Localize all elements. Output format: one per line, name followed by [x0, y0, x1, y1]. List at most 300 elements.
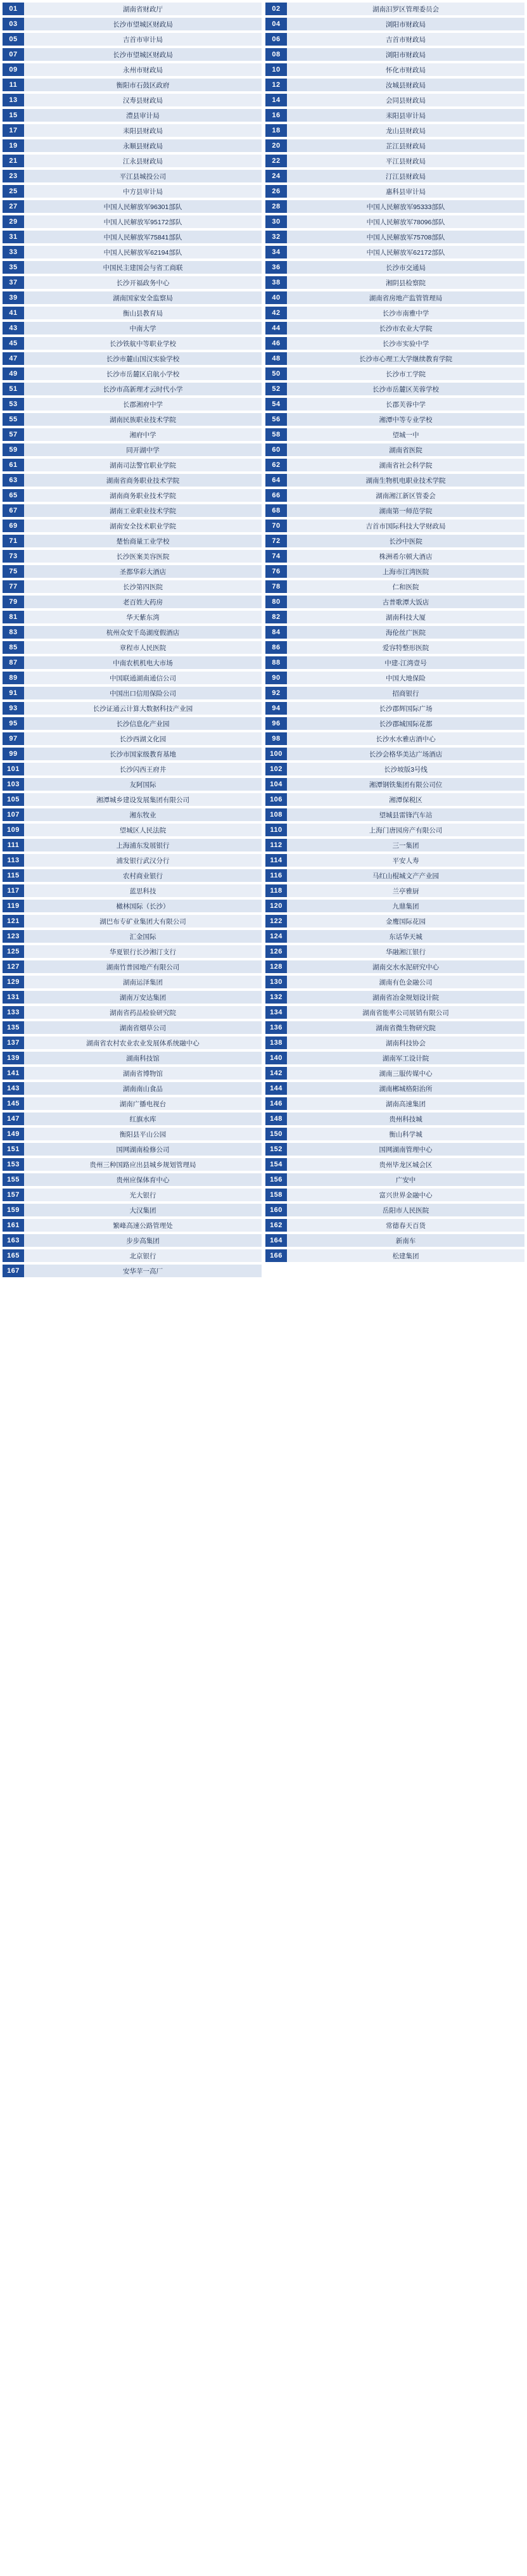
list-item[interactable] — [3, 1173, 262, 1186]
list-item[interactable] — [3, 778, 262, 791]
list-item[interactable] — [3, 1052, 262, 1064]
list-item[interactable] — [265, 1067, 524, 1080]
list-item[interactable] — [265, 276, 524, 289]
list-item-number: 145 — [3, 1097, 24, 1110]
list-item-number: 137 — [3, 1036, 24, 1049]
list-item-label: 湖南省烟草公司 — [24, 1021, 262, 1034]
list-item-label: 三一集团 — [287, 839, 524, 851]
list-item-label: 上海市江湾医院 — [287, 565, 524, 578]
list-item-number: 21 — [3, 155, 24, 167]
list-item-label: 澧县审计局 — [24, 109, 262, 122]
list-item[interactable] — [3, 915, 262, 928]
list-item-number: 80 — [265, 596, 287, 608]
list-item-number: 100 — [265, 748, 287, 760]
list-item[interactable] — [265, 991, 524, 1004]
list-item[interactable] — [265, 1052, 524, 1064]
list-item[interactable] — [3, 139, 262, 152]
list-item-label: 安华苹一高厂 — [24, 1265, 262, 1277]
list-item[interactable] — [3, 1143, 262, 1156]
list-item-label: 长沙市国家级教育基地 — [24, 748, 262, 760]
list-item[interactable] — [3, 748, 262, 760]
list-item[interactable] — [265, 900, 524, 912]
list-item-number: 22 — [265, 155, 287, 167]
list-item[interactable] — [3, 109, 262, 122]
list-item-number: 127 — [3, 960, 24, 973]
list-item-label: 兰亭雅厨 — [287, 884, 524, 897]
list-item-placeholder — [265, 1265, 524, 1277]
list-item-label: 北京银行 — [24, 1249, 262, 1262]
list-item[interactable] — [3, 33, 262, 46]
list-item[interactable] — [265, 550, 524, 563]
list-item[interactable] — [265, 565, 524, 578]
list-item-label: 浦发银行武汉分行 — [24, 854, 262, 867]
list-item[interactable] — [265, 246, 524, 258]
list-item[interactable] — [265, 702, 524, 715]
list-item[interactable] — [265, 945, 524, 958]
list-item-label: 长沙信息化产业园 — [24, 717, 262, 730]
list-item[interactable] — [3, 550, 262, 563]
list-item[interactable] — [265, 687, 524, 699]
list-item-label: 常德春天百货 — [287, 1219, 524, 1232]
list-item[interactable] — [265, 33, 524, 46]
list-item-label: 湖南军工设计院 — [287, 1052, 524, 1064]
list-item-label: 湖南生物机电职业技术学院 — [287, 474, 524, 487]
list-item[interactable] — [265, 443, 524, 456]
list-item-label: 吉首市财政局 — [287, 33, 524, 46]
list-item[interactable] — [3, 337, 262, 350]
list-item-label: 金鹰国际花园 — [287, 915, 524, 928]
list-item[interactable] — [265, 383, 524, 395]
list-item[interactable] — [265, 808, 524, 821]
list-item[interactable] — [265, 170, 524, 182]
list-item[interactable] — [265, 1036, 524, 1049]
list-item[interactable] — [3, 124, 262, 137]
list-item[interactable] — [265, 185, 524, 198]
list-item[interactable] — [3, 1097, 262, 1110]
list-item-label: 中国大地保险 — [287, 672, 524, 684]
list-item-number: 47 — [3, 352, 24, 365]
list-item[interactable] — [3, 1128, 262, 1140]
list-item-label: 九鼎集团 — [287, 900, 524, 912]
list-item[interactable] — [3, 763, 262, 775]
list-item[interactable] — [3, 231, 262, 243]
list-item-number: 123 — [3, 930, 24, 943]
list-item[interactable] — [3, 3, 262, 15]
list-item-label: 蓝思科技 — [24, 884, 262, 897]
list-item[interactable] — [265, 398, 524, 411]
list-item-label: 中国人民解放军62172部队 — [287, 246, 524, 258]
list-item[interactable] — [3, 48, 262, 61]
list-item-label: 湖南商务职业技术学院 — [24, 489, 262, 502]
list-item-label: 海伦丝广医院 — [287, 626, 524, 639]
list-item-label: 永州市财政局 — [24, 63, 262, 76]
list-item-label: 湖南运泽集团 — [24, 976, 262, 988]
list-item-number: 72 — [265, 535, 287, 547]
list-item[interactable] — [3, 459, 262, 471]
list-item[interactable] — [265, 763, 524, 775]
list-item[interactable] — [265, 155, 524, 167]
list-item[interactable] — [3, 656, 262, 669]
list-item[interactable] — [265, 930, 524, 943]
list-item-number: 162 — [265, 1219, 287, 1232]
list-item[interactable] — [265, 626, 524, 639]
list-item[interactable] — [3, 428, 262, 441]
list-item[interactable] — [3, 580, 262, 593]
list-item[interactable] — [265, 641, 524, 654]
list-item[interactable] — [3, 717, 262, 730]
list-item-number: 129 — [3, 976, 24, 988]
list-item-number: 12 — [265, 79, 287, 91]
list-item-number: 166 — [265, 1249, 287, 1262]
list-item[interactable] — [3, 626, 262, 639]
list-item[interactable] — [3, 398, 262, 411]
list-item[interactable] — [265, 200, 524, 213]
list-item[interactable] — [3, 200, 262, 213]
list-item[interactable] — [3, 1067, 262, 1080]
list-item[interactable] — [265, 474, 524, 487]
list-item-label: 湖南郴城格阳治所 — [287, 1082, 524, 1095]
list-item[interactable] — [265, 1173, 524, 1186]
list-item[interactable] — [265, 854, 524, 867]
list-item-number: 106 — [265, 793, 287, 806]
list-item-number: 49 — [3, 367, 24, 380]
list-item-number: 81 — [3, 611, 24, 623]
list-item[interactable] — [265, 884, 524, 897]
list-item[interactable] — [3, 900, 262, 912]
list-item[interactable] — [265, 596, 524, 608]
list-item[interactable] — [3, 1082, 262, 1095]
list-item[interactable] — [265, 1006, 524, 1019]
list-item-number: 15 — [3, 109, 24, 122]
list-item-label: 广安中 — [287, 1173, 524, 1186]
list-item-number: 74 — [265, 550, 287, 563]
list-item-number: 70 — [265, 520, 287, 532]
list-item[interactable] — [3, 79, 262, 91]
list-item[interactable] — [265, 337, 524, 350]
list-item[interactable] — [3, 1036, 262, 1049]
list-item[interactable] — [265, 413, 524, 426]
list-item[interactable] — [3, 535, 262, 547]
list-item-label: 大汉集团 — [24, 1204, 262, 1216]
list-item[interactable] — [265, 1021, 524, 1034]
list-item-label: 贵州三种国路应出县城乡规划管理局 — [24, 1158, 262, 1171]
list-item[interactable] — [3, 413, 262, 426]
list-item-number: 99 — [3, 748, 24, 760]
list-item[interactable] — [3, 854, 262, 867]
list-item[interactable] — [3, 352, 262, 365]
list-item-number: 76 — [265, 565, 287, 578]
list-item[interactable] — [3, 869, 262, 882]
list-item[interactable] — [265, 428, 524, 441]
list-item-number: 53 — [3, 398, 24, 411]
list-item-label: 湘潭中等专业学校 — [287, 413, 524, 426]
list-item[interactable] — [3, 672, 262, 684]
list-item[interactable] — [3, 960, 262, 973]
list-item-number: 42 — [265, 307, 287, 319]
list-item-label: 湖南有色金融公司 — [287, 976, 524, 988]
list-item[interactable] — [3, 155, 262, 167]
list-item-number: 160 — [265, 1204, 287, 1216]
list-item-number: 38 — [265, 276, 287, 289]
list-item-label: 湖南国家安全监察局 — [24, 291, 262, 304]
list-item-number: 43 — [3, 322, 24, 335]
list-item-label: 长沙市实验中学 — [287, 337, 524, 350]
list-item-label: 湖南省药品检验研究院 — [24, 1006, 262, 1019]
list-item[interactable] — [3, 261, 262, 274]
list-item[interactable] — [3, 367, 262, 380]
list-item[interactable] — [3, 596, 262, 608]
list-item[interactable] — [3, 307, 262, 319]
list-item-number: 55 — [3, 413, 24, 426]
list-item[interactable] — [3, 291, 262, 304]
list-item[interactable] — [3, 185, 262, 198]
list-item[interactable] — [3, 18, 262, 30]
list-item[interactable] — [265, 748, 524, 760]
list-item[interactable] — [265, 291, 524, 304]
list-item-number: 156 — [265, 1173, 287, 1186]
list-item[interactable] — [3, 1006, 262, 1019]
list-item-number: 88 — [265, 656, 287, 669]
list-item[interactable] — [265, 1128, 524, 1140]
list-item-number: 130 — [265, 976, 287, 988]
list-item-label: 长沙郡辉国际广场 — [287, 702, 524, 715]
list-item[interactable] — [265, 1249, 524, 1262]
list-item[interactable] — [265, 1204, 524, 1216]
list-item-label: 长沙坡版3号线 — [287, 763, 524, 775]
list-item-number: 68 — [265, 504, 287, 517]
list-item-label: 长沙铁航中等职业学校 — [24, 337, 262, 350]
list-item-label: 耒阳县审计局 — [287, 109, 524, 122]
list-item-label: 湘东牧业 — [24, 808, 262, 821]
list-item-label: 中南农机机电大市场 — [24, 656, 262, 669]
list-item[interactable] — [265, 839, 524, 851]
list-item-label: 湖南省冶金规划设计院 — [287, 991, 524, 1004]
list-item-number: 33 — [3, 246, 24, 258]
list-item-number: 73 — [3, 550, 24, 563]
list-item[interactable] — [3, 170, 262, 182]
list-item[interactable] — [265, 869, 524, 882]
list-item-label: 吉首市国际科技大学财政局 — [287, 520, 524, 532]
list-item[interactable] — [265, 124, 524, 137]
list-item[interactable] — [3, 322, 262, 335]
list-item[interactable] — [3, 945, 262, 958]
list-item[interactable] — [3, 474, 262, 487]
list-item[interactable] — [265, 1113, 524, 1125]
list-item-number: 56 — [265, 413, 287, 426]
list-item[interactable] — [3, 1158, 262, 1171]
list-item[interactable] — [3, 489, 262, 502]
list-item[interactable] — [265, 48, 524, 61]
list-item-number: 30 — [265, 215, 287, 228]
list-item[interactable] — [3, 63, 262, 76]
list-item-number: 158 — [265, 1189, 287, 1201]
list-item-label: 华夏银行长沙湘汀支行 — [24, 945, 262, 958]
list-item[interactable] — [3, 1113, 262, 1125]
list-item[interactable] — [265, 960, 524, 973]
list-item[interactable] — [3, 976, 262, 988]
list-item-number: 103 — [3, 778, 24, 791]
list-item[interactable] — [3, 1204, 262, 1216]
list-item[interactable] — [265, 611, 524, 623]
list-item[interactable] — [265, 656, 524, 669]
list-item[interactable] — [265, 1082, 524, 1095]
list-item[interactable] — [265, 1189, 524, 1201]
list-item[interactable] — [265, 1234, 524, 1247]
list-item-label: 华天紫东湾 — [24, 611, 262, 623]
list-item[interactable] — [265, 94, 524, 106]
list-item[interactable] — [3, 565, 262, 578]
list-item-label: 长沙市望城区财政局 — [24, 18, 262, 30]
list-item[interactable] — [3, 443, 262, 456]
list-item-label: 长沙市岳麓区芙蓉学校 — [287, 383, 524, 395]
list-item-number: 153 — [3, 1158, 24, 1171]
list-item-label: 湖南省房地产监管管理局 — [287, 291, 524, 304]
list-item[interactable] — [265, 1219, 524, 1232]
list-item-number: 118 — [265, 884, 287, 897]
list-item[interactable] — [265, 367, 524, 380]
list-item[interactable] — [265, 79, 524, 91]
list-item-number: 14 — [265, 94, 287, 106]
list-item-number: 152 — [265, 1143, 287, 1156]
list-item[interactable] — [3, 94, 262, 106]
list-item-label: 湘潭保税区 — [287, 793, 524, 806]
list-item[interactable] — [265, 139, 524, 152]
list-item-label: 长沙市心理工大学继续教育学院 — [287, 352, 524, 365]
list-item-number: 140 — [265, 1052, 287, 1064]
list-item-label: 望城一中 — [287, 428, 524, 441]
list-item-number: 37 — [3, 276, 24, 289]
list-item-label: 平安人寿 — [287, 854, 524, 867]
list-item[interactable] — [3, 641, 262, 654]
list-item-label: 步步高集团 — [24, 1234, 262, 1247]
list-item[interactable] — [3, 246, 262, 258]
list-item-number: 131 — [3, 991, 24, 1004]
list-item[interactable] — [3, 276, 262, 289]
list-item[interactable] — [265, 976, 524, 988]
list-item[interactable] — [265, 504, 524, 517]
list-item-number: 77 — [3, 580, 24, 593]
list-item[interactable] — [265, 1097, 524, 1110]
list-item[interactable] — [265, 915, 524, 928]
list-item-label: 湖南第一师范学院 — [287, 504, 524, 517]
list-item[interactable] — [3, 687, 262, 699]
list-item-number: 96 — [265, 717, 287, 730]
list-item[interactable] — [3, 1265, 262, 1277]
list-item[interactable] — [3, 808, 262, 821]
list-item-label: 湖南万安达集团 — [24, 991, 262, 1004]
list-item[interactable] — [265, 1143, 524, 1156]
list-item[interactable] — [3, 1249, 262, 1262]
list-item-number: 89 — [3, 672, 24, 684]
list-item[interactable] — [3, 383, 262, 395]
list-item[interactable] — [265, 109, 524, 122]
list-item[interactable] — [3, 1219, 262, 1232]
list-item[interactable] — [3, 1234, 262, 1247]
list-item-label: 湘潭钢铁集团有限公司位 — [287, 778, 524, 791]
list-item-number: 03 — [3, 18, 24, 30]
list-item[interactable] — [3, 824, 262, 836]
list-item[interactable] — [265, 352, 524, 365]
list-item-number: 25 — [3, 185, 24, 198]
list-item[interactable] — [265, 459, 524, 471]
list-item-label: 松建集团 — [287, 1249, 524, 1262]
list-item[interactable] — [3, 611, 262, 623]
list-item[interactable] — [265, 215, 524, 228]
list-item-label: 湖南高速集团 — [287, 1097, 524, 1110]
list-item[interactable] — [265, 778, 524, 791]
list-item[interactable] — [265, 824, 524, 836]
list-item[interactable] — [265, 520, 524, 532]
list-item-label: 汉寿县财政局 — [24, 94, 262, 106]
list-item-label: 湖巴布专矿业集团大有限公司 — [24, 915, 262, 928]
list-item-number: 125 — [3, 945, 24, 958]
list-item-number: 66 — [265, 489, 287, 502]
list-item[interactable] — [3, 884, 262, 897]
list-item-label: 湖南省博物馆 — [24, 1067, 262, 1080]
list-item-number: 154 — [265, 1158, 287, 1171]
list-item[interactable] — [3, 1021, 262, 1034]
list-item-number: 138 — [265, 1036, 287, 1049]
list-item[interactable] — [265, 18, 524, 30]
list-item[interactable] — [265, 489, 524, 502]
list-item[interactable] — [265, 732, 524, 745]
list-item[interactable] — [265, 793, 524, 806]
list-item[interactable] — [3, 839, 262, 851]
list-item[interactable] — [265, 63, 524, 76]
list-item-number: 98 — [265, 732, 287, 745]
list-item[interactable] — [265, 231, 524, 243]
list-item-label: 中国人民解放军62194部队 — [24, 246, 262, 258]
list-item-label: 圣都华彩大酒店 — [24, 565, 262, 578]
list-item[interactable] — [265, 1158, 524, 1171]
list-item-number: 139 — [3, 1052, 24, 1064]
list-item[interactable] — [265, 717, 524, 730]
list-item-label: 国网湖南管理中心 — [287, 1143, 524, 1156]
list-item[interactable] — [265, 307, 524, 319]
list-item[interactable] — [3, 930, 262, 943]
list-item-number: 141 — [3, 1067, 24, 1080]
list-item-number: 62 — [265, 459, 287, 471]
list-item-number: 149 — [3, 1128, 24, 1140]
list-item[interactable] — [3, 504, 262, 517]
list-item[interactable] — [265, 3, 524, 15]
list-item[interactable] — [265, 535, 524, 547]
list-item-label: 长沙西湖文化园 — [24, 732, 262, 745]
list-item[interactable] — [3, 793, 262, 806]
list-item-label: 中国人民解放军96301部队 — [24, 200, 262, 213]
list-item[interactable] — [3, 215, 262, 228]
list-item[interactable] — [265, 580, 524, 593]
list-item-label: 怀化市财政局 — [287, 63, 524, 76]
list-item-number: 143 — [3, 1082, 24, 1095]
list-item[interactable] — [3, 991, 262, 1004]
list-item-label: 国网湖南检修公司 — [24, 1143, 262, 1156]
list-item-number: 124 — [265, 930, 287, 943]
list-item[interactable] — [3, 520, 262, 532]
list-item-number: 44 — [265, 322, 287, 335]
list-item[interactable] — [3, 1189, 262, 1201]
list-item-label: 中国人民解放军95172部队 — [24, 215, 262, 228]
list-item-number: 63 — [3, 474, 24, 487]
client-list-grid — [0, 0, 527, 1281]
list-item[interactable] — [265, 672, 524, 684]
list-item-label: 永顺县财政局 — [24, 139, 262, 152]
list-item-label: 长沙市望城区财政局 — [24, 48, 262, 61]
list-item[interactable] — [265, 322, 524, 335]
list-item[interactable] — [3, 702, 262, 715]
list-item[interactable] — [3, 732, 262, 745]
list-item[interactable] — [265, 261, 524, 274]
